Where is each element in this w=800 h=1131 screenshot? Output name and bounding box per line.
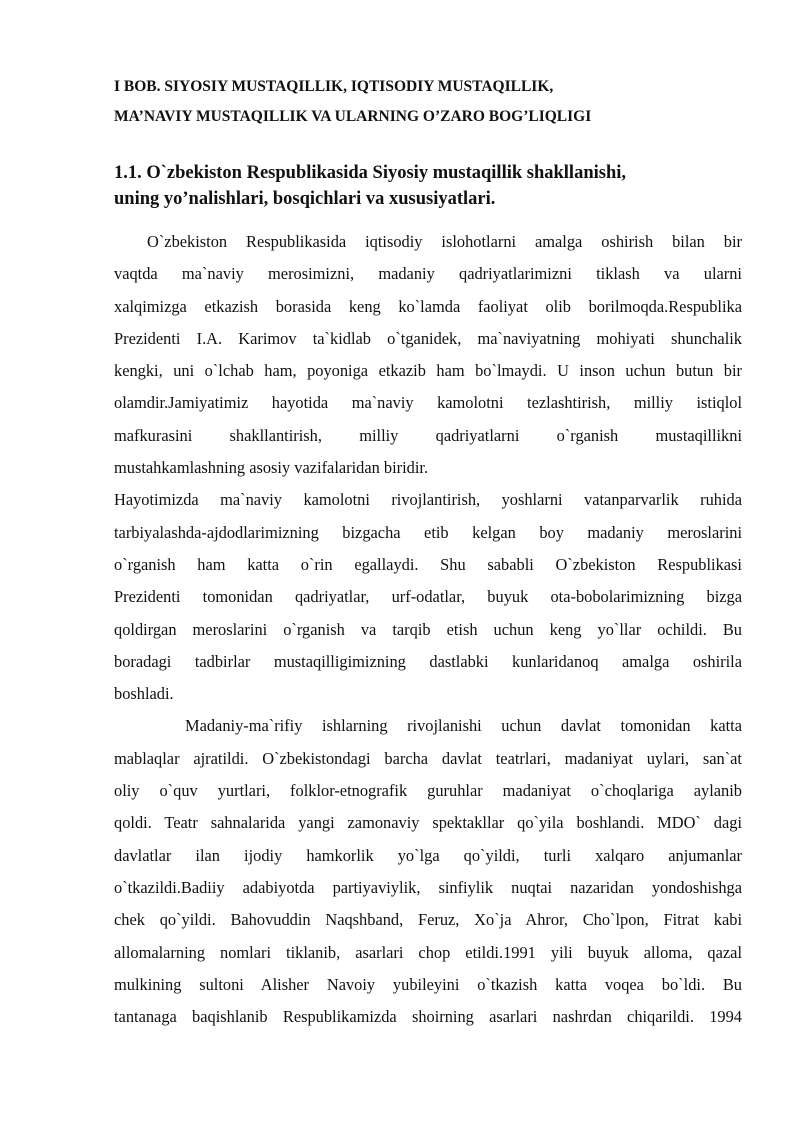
paragraph-line: chek qo`yildi. Bahovuddin Naqshband, Feruz, Xo`ja Ahror, Cho`lpon, Fitrat kabi bbox=[114, 910, 742, 930]
paragraph-line: mablaqlar ajratildi. O`zbekistondagi barcha davlat teatrlari, madaniyat uylari, san`at bbox=[114, 748, 742, 768]
paragraph-line: boshladi. bbox=[114, 684, 174, 704]
paragraph-line: o`rganish ham katta o`rin egallaydi. Shu sababli O`zbekiston Respublikasi bbox=[114, 554, 742, 574]
paragraph-line: O`zbekiston Respublikasida iqtisodiy islohotlarni amalga oshirish bilan bir bbox=[147, 232, 742, 251]
paragraph-line: oliy o`quv yurtlari, folklor-etnografik guruhlar madaniyat o`choqlariga aylanib bbox=[114, 781, 742, 801]
chapter-title-line-2: MA’NAVIY MUSTAQILLIK VA ULARNING O’ZARO BOG’LIQLIGI bbox=[114, 108, 592, 125]
body-text bbox=[114, 226, 742, 1033]
paragraph-line: o`tkazildi.Badiiy adabiyotda partiyaviylik, sinfiylik nuqtai nazaridan yondoshishga bbox=[114, 877, 742, 897]
paragraph-line: tantanaga baqishlanib Respublikamizda shoirning asarlari nashrdan chiqarildi. 1994 bbox=[114, 1007, 742, 1027]
paragraph-line: davlatlar ilan ijodiy hamkorlik yo`lga qo`yildi, turli xalqaro anjumanlar bbox=[114, 845, 742, 865]
paragraph-line: Hayotimizda ma`naviy kamolotni rivojlantirish, yoshlarni vatanparvarlik ruhida bbox=[114, 490, 742, 510]
section-title-line-1: 1.1. O`zbekiston Respublikasida Siyosiy mustaqillik shakllanishi, bbox=[114, 163, 627, 183]
paragraph-line: xalqimizga etkazish borasida keng ko`lamda faoliyat olib borilmoqda.Respublika bbox=[114, 296, 742, 316]
section-title-line-2: uning yo’nalishlari, bosqichlari va xususiyatlari. bbox=[114, 189, 496, 209]
paragraph-line: kengki, uni o`lchab ham, poyoniga etkazib ham bo`lmaydi. U inson uchun butun bir bbox=[114, 361, 742, 381]
paragraph-line: allomalarning nomlari tiklanib, asarlari chop etildi.1991 yili buyuk alloma, qazal bbox=[114, 942, 742, 962]
section-title bbox=[114, 160, 754, 212]
paragraph-line: vaqtda ma`naviy merosimizni, madaniy qadriyatlarimizni tiklash va ularni bbox=[114, 264, 742, 284]
paragraph-line: mulkining sultoni Alisher Navoiy yubileyini o`tkazish katta voqea bo`ldi. Bu bbox=[114, 974, 742, 994]
paragraph-line: mustahkamlashning asosiy vazifalaridan biridir. bbox=[114, 458, 429, 478]
chapter-title bbox=[114, 72, 754, 132]
paragraph-line: Prezidenti tomonidan qadriyatlar, urf-odatlar, buyuk ota-bobolarimizning bizga bbox=[114, 587, 742, 607]
paragraph-line: Madaniy-ma`rifiy ishlarning rivojlanishi uchun davlat tomonidan katta bbox=[185, 716, 742, 736]
paragraph-line: Prezidenti I.A. Karimov ta`kidlab o`tganidek, ma`naviyatning mohiyati shunchalik bbox=[114, 328, 742, 348]
paragraph-line: tarbiyalashda-ajdodlarimizning bizgacha etib kelgan boy madaniy meroslarini bbox=[114, 522, 742, 542]
paragraph-line: qoldi. Teatr sahnalarida yangi zamonaviy spektakllar qo`yila boshlandi. MDO` dagi bbox=[114, 813, 742, 833]
paragraph-line: boradagi tadbirlar mustaqilligimizning dastlabki kunlaridanoq amalga oshirila bbox=[114, 651, 742, 671]
chapter-title-line-1: I BOB. SIYOSIY MUSTAQILLIK, IQTISODIY MUSTAQILLIK, bbox=[114, 78, 554, 95]
paragraph-line: qoldirgan meroslarini o`rganish va tarqib etish uchun keng yo`llar ochildi. Bu bbox=[114, 619, 742, 639]
paragraph-line: olamdir.Jamiyatimiz hayotida ma`naviy kamolotni tezlashtirish, milliy istiqlol bbox=[114, 393, 742, 413]
paragraph-line: mafkurasini shakllantirish, milliy qadriyatlarni o`rganish mustaqillikni bbox=[114, 425, 742, 445]
